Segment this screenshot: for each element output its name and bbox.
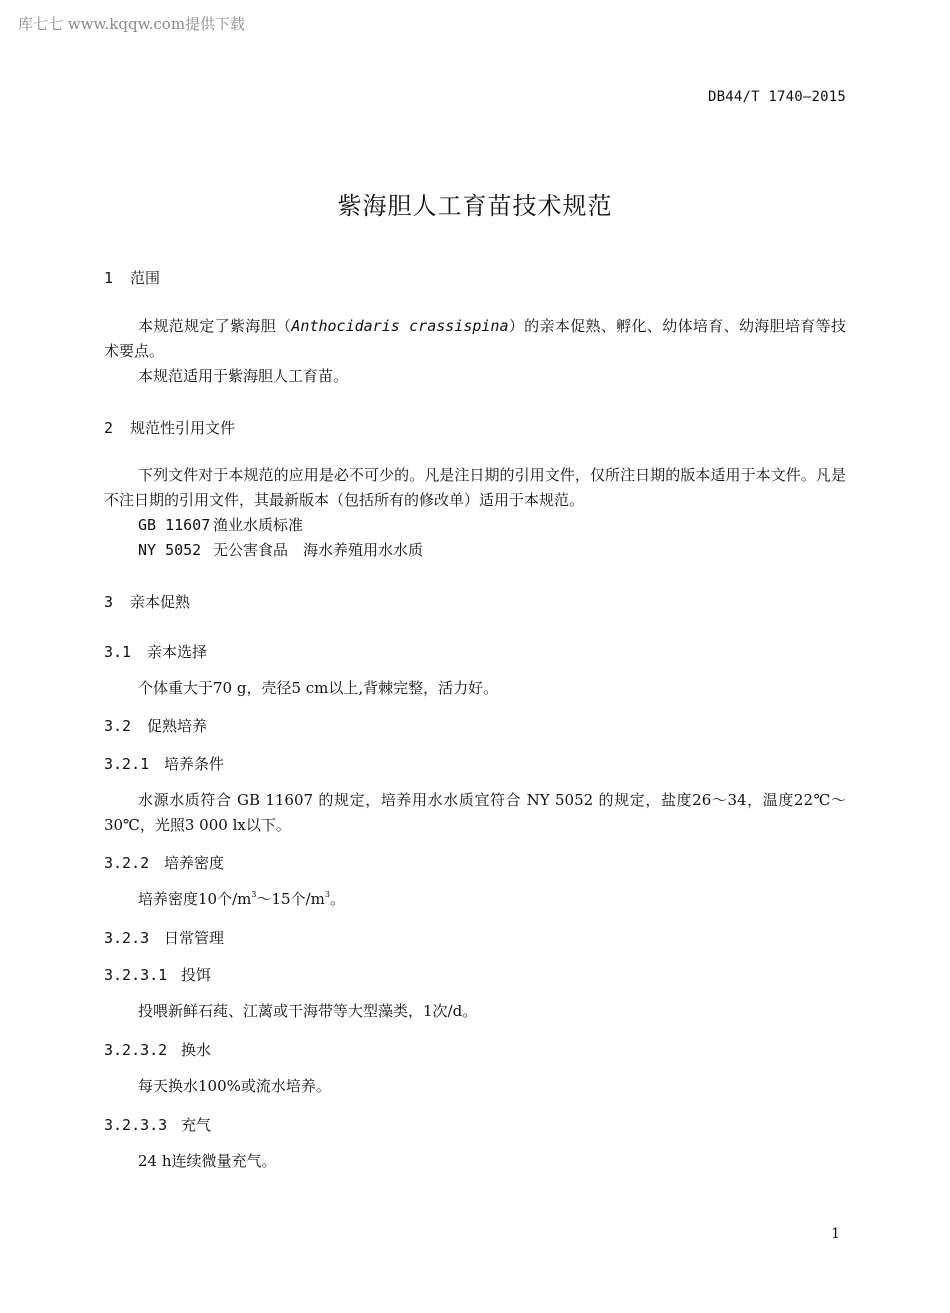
heading-title: 换水 bbox=[181, 1041, 212, 1059]
text-run: 本规范规定了紫海胆（ bbox=[138, 317, 292, 335]
heading-section-3-2-2 bbox=[104, 852, 224, 873]
reference-item bbox=[138, 513, 303, 538]
paragraph-culture-conditions: 水源水质符合 GB 11607 的规定，培养用水水质宜符合 NY 5052 的规定，盐度26～34，温度22℃～30℃，光照3 000 lx以下。 bbox=[104, 791, 846, 834]
reference-name: 无公害食品 海水养殖用水水质 bbox=[213, 541, 424, 559]
superscript: 3 bbox=[324, 890, 330, 899]
heading-section-3-2-1 bbox=[104, 753, 224, 774]
heading-title: 促熟培养 bbox=[147, 717, 208, 735]
heading-section-1 bbox=[104, 267, 160, 288]
heading-number: 3.2.3 bbox=[104, 929, 150, 947]
heading-section-3-2 bbox=[104, 715, 207, 736]
text-run: 培养密度10个/m bbox=[138, 890, 252, 908]
paragraph-feeding: 投喂新鲜石莼、江蓠或干海带等大型藻类，1次/d。 bbox=[138, 1002, 478, 1020]
watermark-text: 库七七 www.kqqw.com提供下载 bbox=[18, 15, 246, 33]
heading-title: 日常管理 bbox=[164, 929, 225, 947]
page-title: 紫海胆人工育苗技术规范 bbox=[337, 192, 613, 220]
superscript: 3 bbox=[251, 890, 257, 899]
heading-number: 3.1 bbox=[104, 643, 132, 661]
heading-number: 3.2.3.3 bbox=[104, 1116, 168, 1134]
reference-code: NY 5052 bbox=[138, 541, 202, 559]
heading-title: 范围 bbox=[130, 269, 161, 287]
paragraph-scope bbox=[104, 314, 846, 364]
heading-number: 3.2.2 bbox=[104, 854, 150, 872]
heading-title: 培养条件 bbox=[164, 755, 225, 773]
heading-number: 3.2.1 bbox=[104, 755, 150, 773]
heading-section-2 bbox=[104, 417, 235, 438]
paragraph-water-exchange: 每天换水100%或流水培养。 bbox=[138, 1077, 331, 1095]
text-run: 。 bbox=[329, 890, 345, 908]
paragraph-normative-references: 下列文件对于本规范的应用是必不可少的。凡是注日期的引用文件，仅所注日期的版本适用于本文件。凡是不注日期的引用文件，其最新版本（包括所有的修改单）适用于本规范。 bbox=[104, 466, 846, 509]
latin-species-name: Anthocidaris crassispina bbox=[291, 317, 509, 335]
heading-title: 规范性引用文件 bbox=[130, 419, 236, 437]
paragraph-culture-density bbox=[104, 887, 846, 912]
heading-number: 1 bbox=[104, 269, 114, 287]
text-run: ～15个/m bbox=[256, 890, 325, 908]
heading-title: 充气 bbox=[181, 1116, 212, 1134]
heading-section-3-1 bbox=[104, 641, 207, 662]
heading-section-3-2-3-1 bbox=[104, 964, 211, 985]
page-number: 1 bbox=[831, 1226, 840, 1242]
heading-title: 亲本促熟 bbox=[130, 593, 191, 611]
text-run: ）的亲本促熟、孵化、幼体培育、幼海胆培育等技术要点。 bbox=[104, 317, 846, 360]
heading-number: 3 bbox=[104, 593, 114, 611]
paragraph-parent-selection: 个体重大于70 g，壳径5 cm以上,背棘完整，活力好。 bbox=[138, 679, 499, 697]
heading-section-3-2-3 bbox=[104, 927, 224, 948]
heading-number: 3.2.3.2 bbox=[104, 1041, 168, 1059]
heading-title: 培养密度 bbox=[164, 854, 225, 872]
heading-section-3 bbox=[104, 591, 190, 612]
reference-name: 渔业水质标准 bbox=[213, 516, 304, 534]
document-number: DB44/T 1740—2015 bbox=[707, 89, 846, 105]
heading-number: 3.2 bbox=[104, 717, 132, 735]
heading-number: 3.2.3.1 bbox=[104, 966, 168, 984]
reference-item bbox=[138, 538, 423, 563]
heading-section-3-2-3-2 bbox=[104, 1039, 211, 1060]
paragraph-scope-applicability: 本规范适用于紫海胆人工育苗。 bbox=[138, 367, 349, 385]
heading-title: 投饵 bbox=[181, 966, 212, 984]
heading-title: 亲本选择 bbox=[147, 643, 208, 661]
paragraph-aeration: 24 h连续微量充气。 bbox=[138, 1152, 277, 1170]
heading-section-3-2-3-3 bbox=[104, 1114, 211, 1135]
reference-code: GB 11607 bbox=[138, 516, 211, 534]
heading-number: 2 bbox=[104, 419, 114, 437]
